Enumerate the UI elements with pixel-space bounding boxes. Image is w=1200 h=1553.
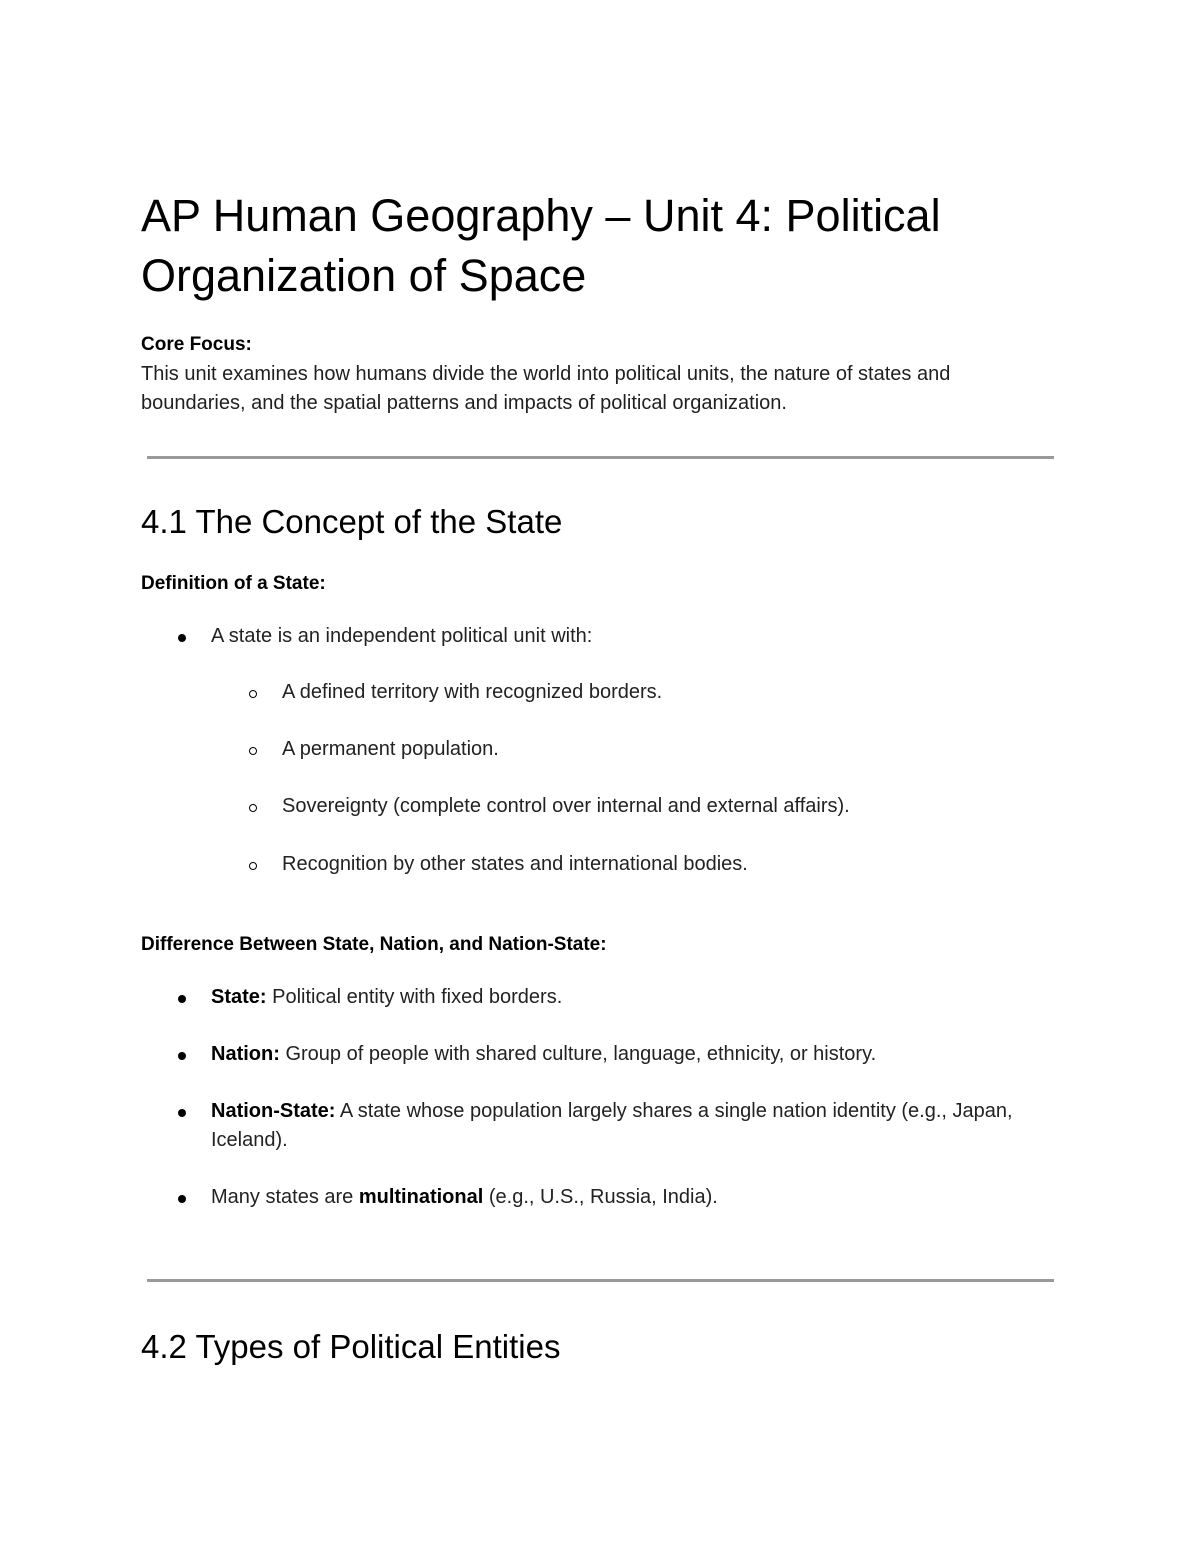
difference-label: Difference Between State, Nation, and Nation-State: xyxy=(141,934,607,955)
bullet-disc-icon xyxy=(178,1052,186,1060)
multinational-after: (e.g., U.S., Russia, India). xyxy=(483,1186,718,1208)
term-label: Nation-State: xyxy=(211,1100,336,1122)
term-definition: Political entity with fixed borders. xyxy=(266,986,563,1008)
bullet-disc-icon xyxy=(178,634,186,642)
term-definition: A state whose population largely shares a single nation identity (e.g., Japan, Iceland). xyxy=(211,1100,1013,1151)
criteria-item: A defined territory with recognized borders. xyxy=(282,681,663,703)
term-definition: Group of people with shared culture, language, ethnicity, or history. xyxy=(279,1043,877,1065)
list-item xyxy=(211,1040,1031,1069)
list-item xyxy=(282,678,1042,707)
list-item xyxy=(282,792,1042,821)
core-focus-label: Core Focus: xyxy=(141,334,252,355)
section-heading-4-1: 4.1 The Concept of the State xyxy=(141,503,563,540)
bullet-circle-icon xyxy=(249,804,257,812)
criteria-item: Recognition by other states and international bodies. xyxy=(282,853,748,875)
document-title: AP Human Geography – Unit 4: Political Organization of Space xyxy=(141,190,941,301)
criteria-item: Sovereignty (complete control over internal and external affairs). xyxy=(282,795,850,817)
definition-intro: A state is an independent political unit with: xyxy=(211,625,593,647)
definition-label: Definition of a State: xyxy=(141,573,326,594)
list-item xyxy=(211,622,1031,651)
list-item xyxy=(282,735,1042,764)
list-item xyxy=(211,1097,1021,1155)
bullet-disc-icon xyxy=(178,1109,186,1117)
bullet-circle-icon xyxy=(249,690,257,698)
section-divider xyxy=(147,1279,1054,1282)
section-divider xyxy=(147,456,1054,459)
term-label: Nation: xyxy=(211,1043,280,1065)
list-item xyxy=(211,983,1031,1012)
term-label: State: xyxy=(211,986,267,1008)
criteria-item: A permanent population. xyxy=(282,738,499,760)
list-item xyxy=(282,850,1042,879)
bullet-circle-icon xyxy=(249,747,257,755)
section-heading-4-2: 4.2 Types of Political Entities xyxy=(141,1328,561,1365)
multinational-term: multinational xyxy=(358,1186,484,1208)
core-focus-text: This unit examines how humans divide the world into political units, the nature of states and boundaries, and the spatial patterns and impacts of political organization. xyxy=(141,363,951,414)
bullet-circle-icon xyxy=(249,862,257,870)
bullet-disc-icon xyxy=(178,1195,186,1203)
list-item xyxy=(211,1183,1031,1212)
bullet-disc-icon xyxy=(178,995,186,1003)
multinational-before: Many states are xyxy=(211,1186,359,1208)
